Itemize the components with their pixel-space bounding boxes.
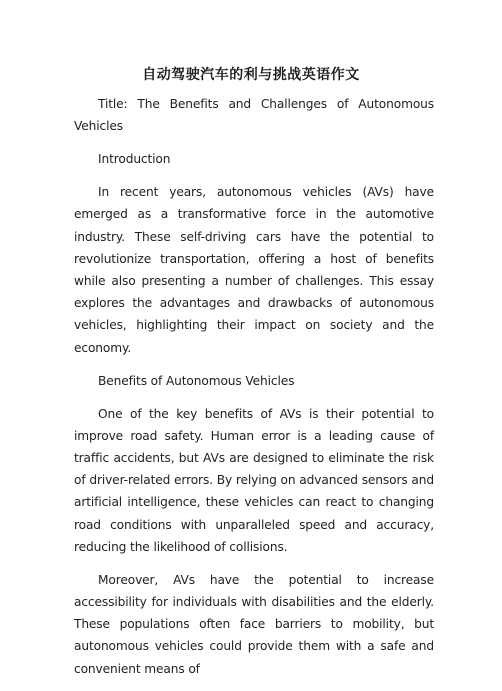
- paragraph-introduction: In recent years, autonomous vehicles (AVs) have emerged as a transformative force in the automotive industry. These self-driving cars have the potential to revolutionize transportation, offering a host of benefits while also presenting a number of challenges. This essay explores the advantages and drawbacks of autonomous vehicles, highlighting their impact on society and the economy.: [74, 185, 434, 355]
- heading-introduction: Introduction: [98, 152, 171, 167]
- essay-title-line: Title: The Benefits and Challenges of Autonomous Vehicles: [74, 97, 434, 134]
- essay-body: [74, 93, 434, 691]
- paragraph-safety: One of the key benefits of AVs is their potential to improve road safety. Human error is a leading cause of traffic accidents, but AVs are designed to eliminate the risk of driver-related errors. By relying on advanced sensors and artificial intelligence, these vehicles can react to changing road conditions with unparalleled speed and accuracy, reducing the likelihood of collisions.: [74, 406, 434, 554]
- paragraph-accessibility: Moreover, AVs have the potential to increase accessibility for individuals with disabilities and the elderly. These populations often face barriers to mobility, but autonomous vehicles could provide them with a safe and convenient means of: [74, 572, 434, 676]
- heading-benefits: Benefits of Autonomous Vehicles: [98, 373, 295, 388]
- document-title: 自动驾驶汽车的利与挑战英语作文: [142, 67, 360, 83]
